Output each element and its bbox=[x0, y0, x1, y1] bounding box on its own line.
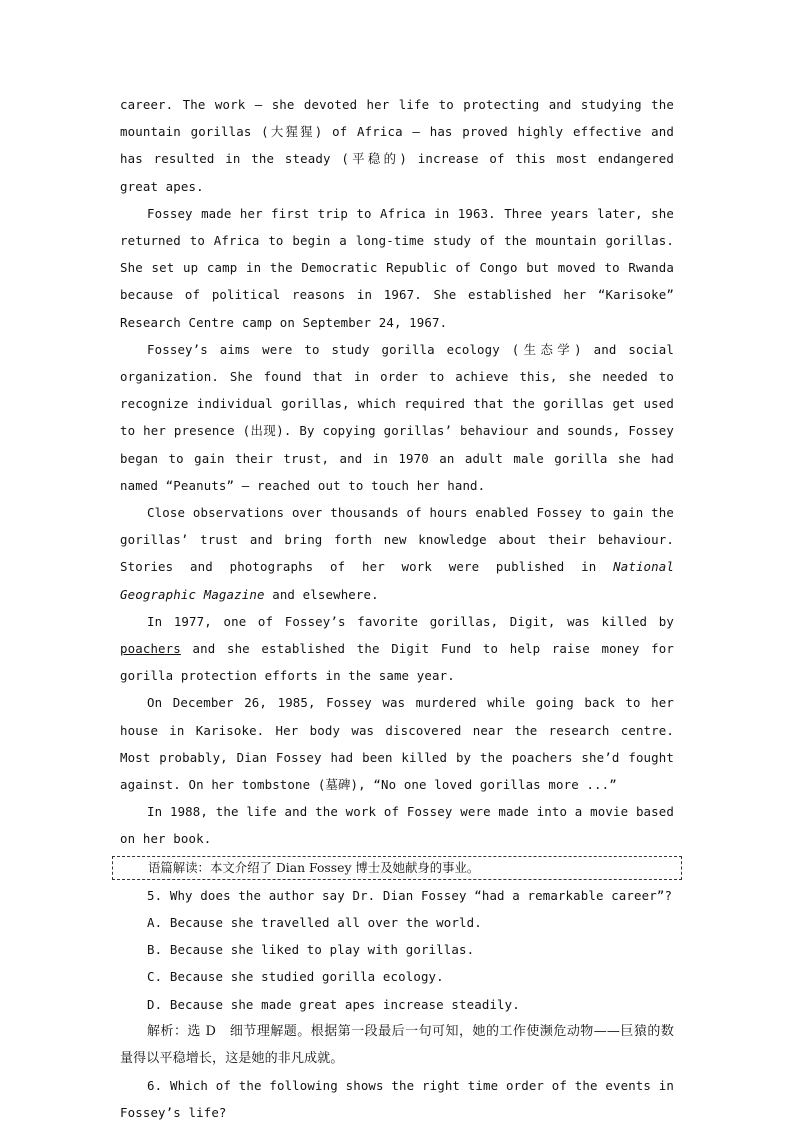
passage-paragraph-6: On December 26, 1985, Fossey was murdered while going back to her house in Karisoke. Her body was discovered near the research centre. Most probably, Dian Fossey had been killed by the poachers she’d fought against. On her tombstone (墓碑), “No one loved gorillas more ...” bbox=[120, 695, 674, 793]
paragraph-5-text-start: In 1977, one of Fossey’s favorite gorillas, Digit, was killed by bbox=[147, 613, 674, 629]
document-page bbox=[120, 91, 674, 1126]
summary-text: 语篇解读：本文介绍了 Dian Fossey 博士及她献身的事业。 bbox=[148, 859, 480, 875]
paragraph-4-text-start: Close observations over thousands of hours enabled Fossey to gain the gorillas’ trust and bring forth new knowledge about their behaviour. Stories and photographs of her work were published in bbox=[120, 505, 674, 575]
paragraph-5-text-end: and she established the Digit Fund to help raise money for gorilla protection efforts in the same year. bbox=[120, 641, 674, 684]
question-5-stem: 5. Why does the author say Dr. Dian Fossey “had a remarkable career”? bbox=[147, 887, 673, 903]
underlined-word-poachers: poachers bbox=[120, 641, 181, 657]
passage-paragraph-3: Fossey’s aims were to study gorilla ecology (生态学) and social organization. She found that in order to achieve this, she needed to recognize individual gorillas, which required that the gorillas get used to her presence (出现). By copying gorillas’ behaviour and sounds, Fossey began to gain their trust, and in 1970 an adult male gorilla she had named “Peanuts” — reached out to touch her hand. bbox=[120, 341, 674, 493]
passage-paragraph-5 bbox=[120, 608, 674, 690]
question-5-option-b: B. Because she liked to play with gorillas. bbox=[147, 942, 475, 958]
passage-paragraph-2: Fossey made her first trip to Africa in 1963. Three years later, she returned to Africa to begin a long-time study of the mountain gorillas. She set up camp in the Democratic Republic of Congo but moved to Rwanda because of political reasons in 1967. She established her “Karisoke” Research Centre camp on September 24, 1967. bbox=[120, 205, 674, 330]
question-5-option-d: D. Because she made great apes increase steadily. bbox=[147, 996, 520, 1012]
paragraph-4-text-end: and elsewhere. bbox=[264, 586, 379, 602]
question-5-option-c: C. Because she studied gorilla ecology. bbox=[147, 969, 444, 985]
passage-paragraph-4 bbox=[120, 499, 674, 608]
question-5-option-a: A. Because she travelled all over the world. bbox=[147, 914, 482, 930]
magazine-title: National Geographic Magazine bbox=[120, 559, 674, 602]
question-6-stem: 6. Which of the following shows the right time order of the events in Fossey’s life? bbox=[120, 1077, 674, 1120]
passage-paragraph-7: In 1988, the life and the work of Fossey were made into a movie based on her book. bbox=[120, 804, 674, 847]
passage-paragraph-1: career. The work — she devoted her life to protecting and studying the mountain gorillas (大猩猩) of Africa — has proved highly effective and has resulted in the steady (平稳的) increase of this most endangered great apes. bbox=[120, 97, 674, 194]
summary-box bbox=[112, 856, 682, 880]
question-5-analysis: 解析：选 D 细节理解题。根据第一段最后一句可知，她的工作使濒危动物——巨猿的数量得以平稳增长，这是她的非凡成就。 bbox=[120, 1023, 674, 1066]
